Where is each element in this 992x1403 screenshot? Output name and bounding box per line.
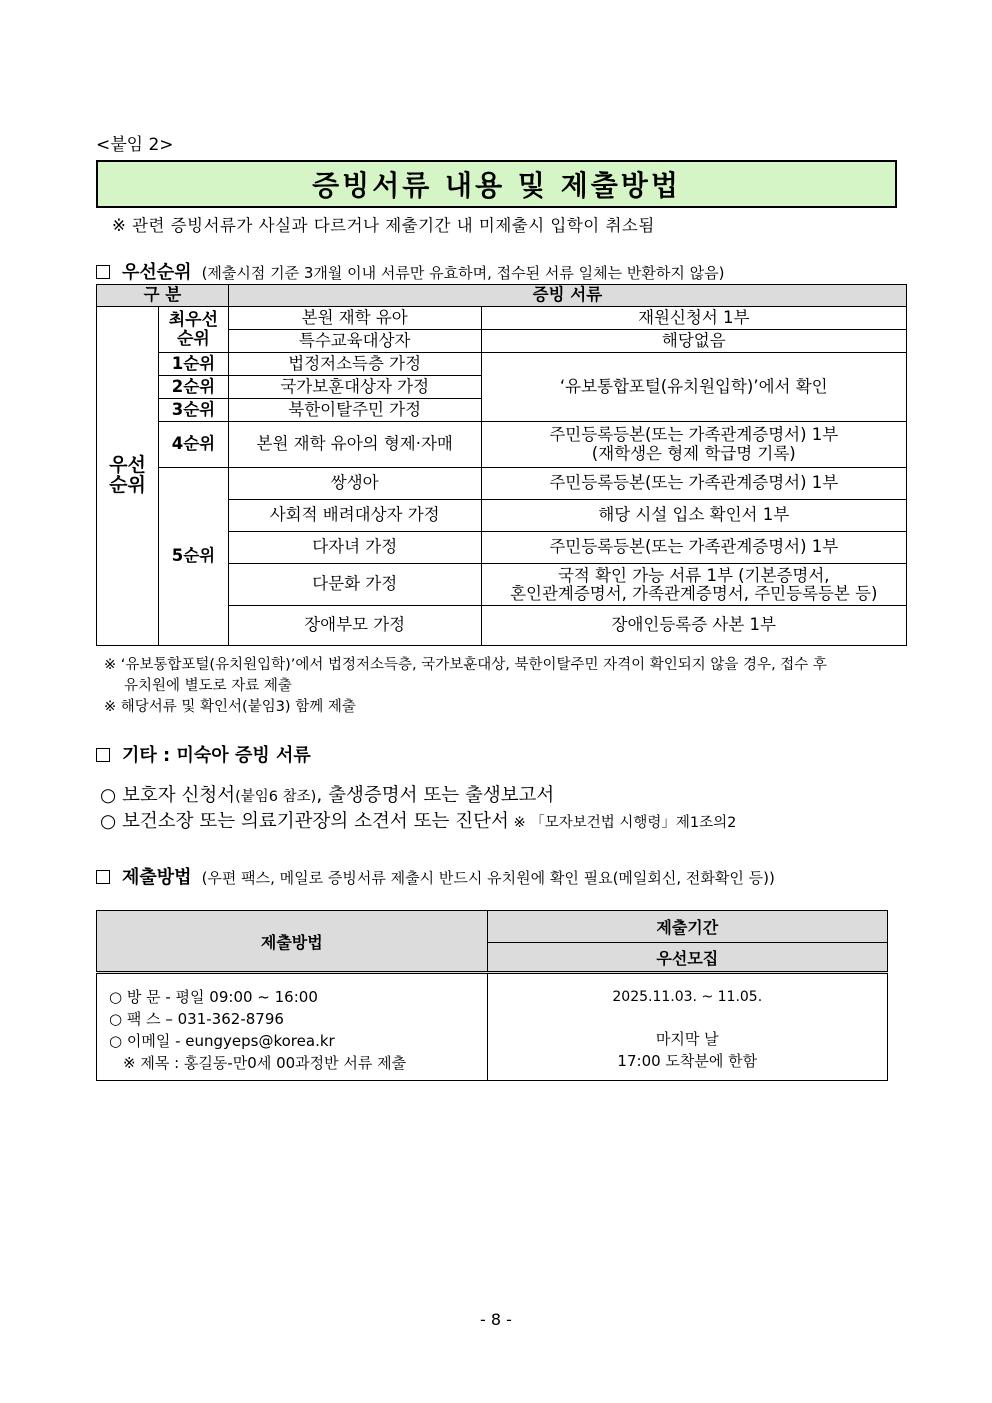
- table-cell: 국가보훈대상자 가정: [228, 376, 481, 399]
- table-cell: 장애인등록증 사본 1부: [481, 606, 906, 646]
- table-cell: 주민등록등본(또는 가족관계증명서) 1부: [481, 468, 906, 500]
- bullet-small: (붙임6 참조): [235, 789, 317, 805]
- table-cell: 해당없음: [481, 330, 906, 353]
- submission-table: [96, 910, 888, 1081]
- other-heading-text: 기타 : 미숙아 증빙 서류: [122, 745, 311, 766]
- header-period: 제출기간: [487, 911, 887, 943]
- header-method: 제출방법: [97, 911, 488, 973]
- table-cell: 본원 재학 유아: [228, 307, 481, 330]
- group-label: 우선 순위: [97, 307, 159, 646]
- table-cell: 다문화 가정: [228, 564, 481, 606]
- table-cell: 국적 확인 가능 서류 1부 (기본증명서, 혼인관계증명서, 가족관계증명서, 주민등록등본 등): [481, 564, 906, 606]
- checkbox-square-icon: [96, 870, 110, 884]
- rank-2: 2순위: [158, 376, 228, 399]
- bullet-small: ※ 「모자보건법 시행령」제1조의2: [508, 815, 737, 831]
- checkbox-square-icon: [96, 748, 110, 762]
- priority-table: [96, 284, 907, 646]
- rank-1: 1순위: [158, 353, 228, 376]
- method-email: ○ 이메일 - eungyeps@korea.kr: [109, 1032, 335, 1050]
- priority-heading-text: 우선순위: [122, 262, 192, 283]
- page-number: - 8 -: [480, 1310, 512, 1329]
- cancellation-note: ※ 관련 증빙서류가 사실과 다르거나 제출기간 내 미제출시 입학이 취소됨: [112, 216, 655, 235]
- bullet-text: ○ 보건소장 또는 의료기관장의 소견서 또는 진단서: [100, 811, 509, 832]
- method-cell: [97, 973, 488, 1081]
- page-title: 증빙서류 내용 및 제출방법: [312, 169, 681, 202]
- header-category: 구 분: [97, 285, 229, 307]
- note-portal-line1: ※ ‘유보통합포털(유치원입학)’에서 법정저소득층, 국가보훈대상, 북한이탈주민 자격이 확인되지 않을 경우, 접수 후: [104, 657, 827, 673]
- other-section-heading: [96, 741, 321, 767]
- bullet-text: ○ 보호자 신청서: [100, 785, 236, 806]
- table-cell: 북한이탈주민 가정: [228, 399, 481, 422]
- note-confirmation: ※ 해당서류 및 확인서(붙임3) 함께 제출: [104, 699, 356, 715]
- priority-heading-subtext: (제출시점 기준 3개월 이내 서류만 유효하며, 접수된 서류 일체는 반환하지 않음): [201, 264, 725, 282]
- priority-section-heading: [96, 258, 724, 284]
- rank-4: 4순위: [158, 422, 228, 468]
- table-cell: 주민등록등본(또는 가족관계증명서) 1부 (재학생은 형제 학급명 기록): [481, 422, 906, 468]
- rank-5: 5순위: [158, 468, 228, 646]
- table-cell: ‘유보통합포털(유치원입학)’에서 확인: [481, 353, 906, 422]
- method-visit: ○ 방 문 - 평일 09:00 ~ 16:00: [109, 988, 318, 1006]
- bullet-text-rest: , 출생증명서 또는 출생보고서: [316, 785, 555, 806]
- header-priority-recruit: 우선모집: [487, 943, 887, 973]
- title-box: [96, 160, 897, 208]
- submit-heading-subtext: (우편 팩스, 메일로 증빙서류 제출시 반드시 유치원에 확인 필요(메일회신, 전화확인 등)): [201, 869, 775, 887]
- submit-heading-text: 제출방법: [122, 867, 192, 888]
- submit-section-heading: [96, 863, 775, 889]
- table-cell: 주민등록등본(또는 가족관계증명서) 1부: [481, 532, 906, 564]
- attachment-label: <붙임 2>: [96, 135, 174, 155]
- method-fax: ○ 팩 스 – 031-362-8796: [109, 1010, 284, 1028]
- rank-top: 최우선 순위: [158, 307, 228, 353]
- checkbox-square-icon: [96, 265, 110, 279]
- period-cell: [487, 973, 887, 1081]
- header-docs: 증빙 서류: [228, 285, 906, 307]
- note-portal-line2: 유치원에 별도로 자료 제출: [124, 678, 292, 694]
- table-cell: 사회적 배려대상자 가정: [228, 500, 481, 532]
- table-cell: 재원신청서 1부: [481, 307, 906, 330]
- table-cell: 본원 재학 유아의 형제·자매: [228, 422, 481, 468]
- table-cell: 해당 시설 입소 확인서 1부: [481, 500, 906, 532]
- table-cell: 특수교육대상자: [228, 330, 481, 353]
- table-cell: 법정저소득층 가정: [228, 353, 481, 376]
- period-last-day: 마지막 날: [655, 1030, 719, 1048]
- rank-3: 3순위: [158, 399, 228, 422]
- period-deadline: 17:00 도착분에 한함: [617, 1052, 758, 1070]
- priority-notes: [104, 655, 827, 718]
- table-cell: 장애부모 가정: [228, 606, 481, 646]
- method-subject-note: ※ 제목 : 홍길동-만0세 00과정반 서류 제출: [123, 1054, 407, 1072]
- table-cell: 쌍생아: [228, 468, 481, 500]
- period-dates: 2025.11.03. ~ 11.05.: [612, 989, 763, 1005]
- table-cell: 다자녀 가정: [228, 532, 481, 564]
- bullet-guardian-form: [100, 781, 554, 807]
- bullet-medical-report: [100, 807, 736, 833]
